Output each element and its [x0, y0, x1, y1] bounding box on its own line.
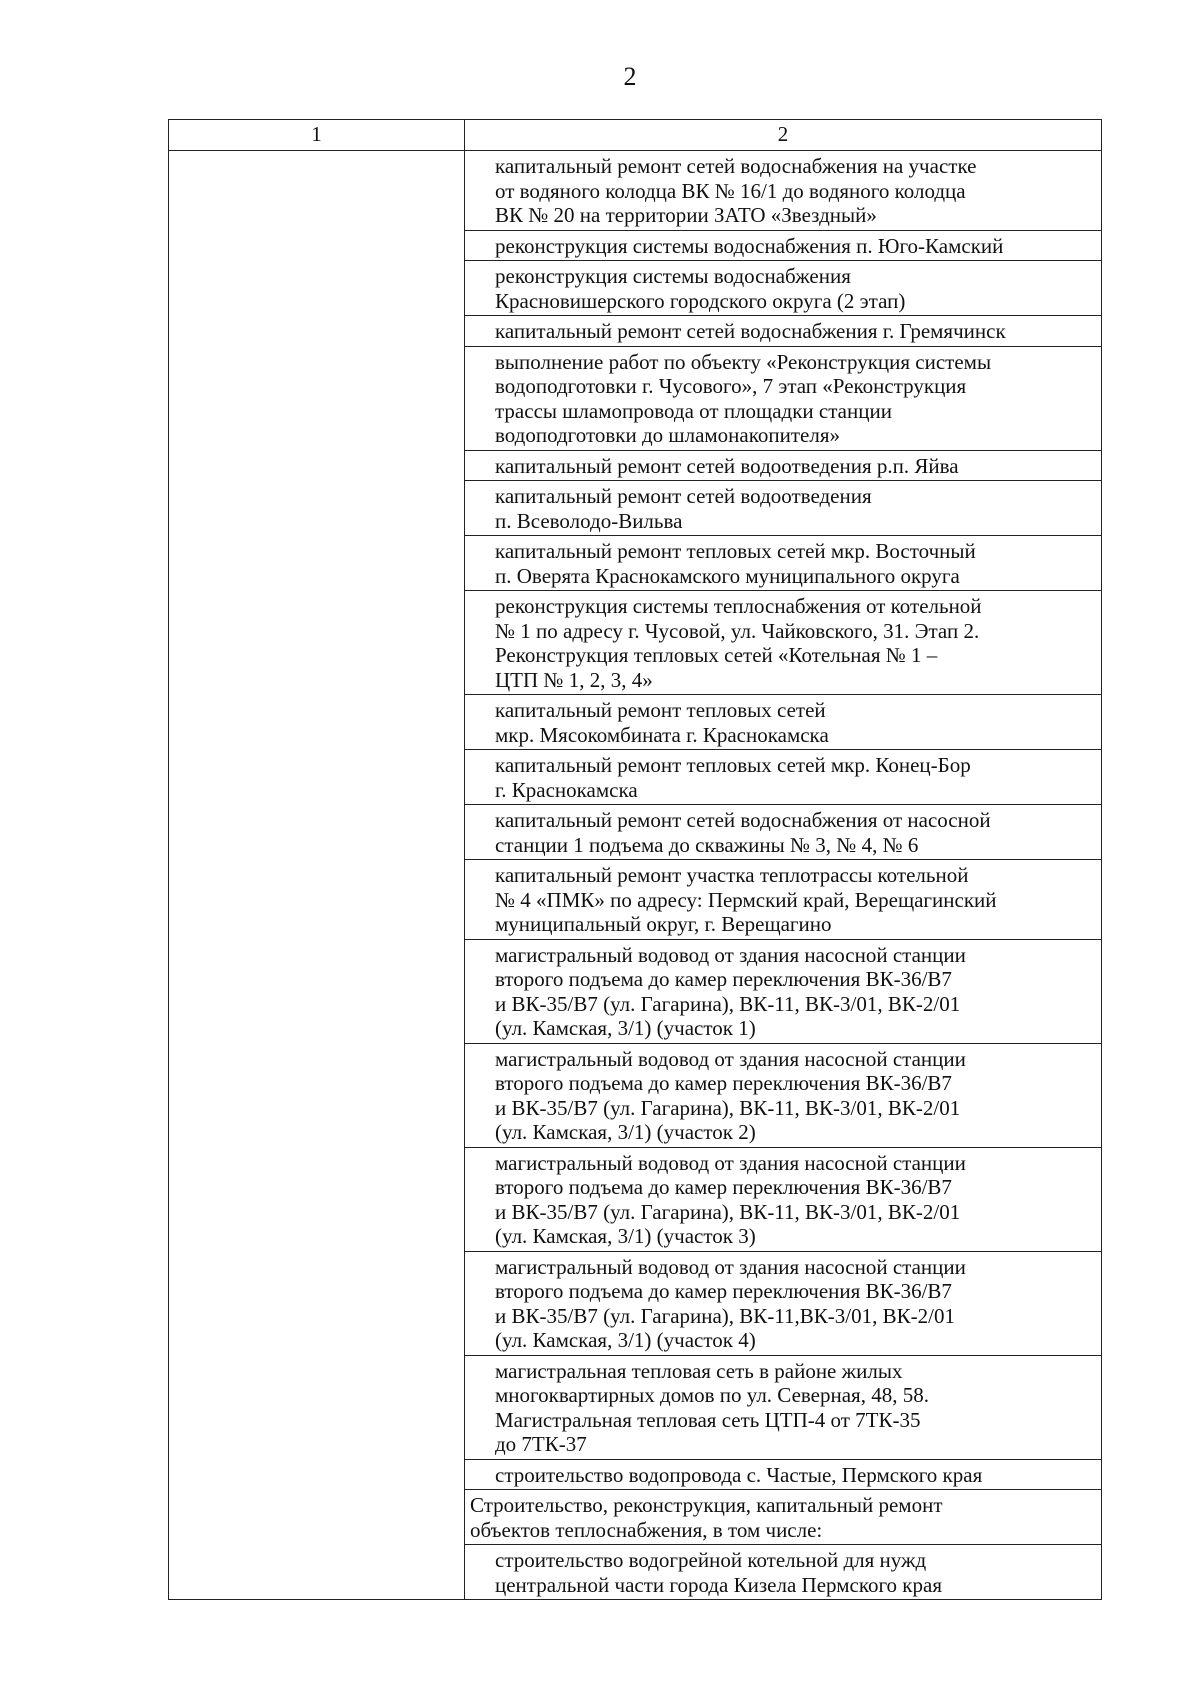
item-cell: магистральный водовод от здания насосной станции второго подъема до камер переключения ВК-36/В7 и ВК-35/В7 (ул. Гагарина), ВК-11, ВК-3/01, ВК-2/01 (ул. Камская, 3/1) (участок 2) [465, 1043, 1102, 1147]
section-heading-cell: Строительство, реконструкция, капитальный ремонт объектов теплоснабжения, в том числе: [465, 1490, 1102, 1545]
column-header-2: 2 [465, 120, 1102, 151]
item-cell: капитальный ремонт сетей водоотведения п. Всеволодо-Вильва [465, 481, 1102, 536]
item-cell: капитальный ремонт сетей водоотведения р.п. Яйва [465, 450, 1102, 481]
item-cell: магистральный водовод от здания насосной станции второго подъема до камер переключения ВК-36/В7 и ВК-35/В7 (ул. Гагарина), ВК-11, ВК-3/01, ВК-2/01 (ул. Камская, 3/1) (участок 1) [465, 939, 1102, 1043]
column-header-1: 1 [169, 120, 465, 151]
item-cell: капитальный ремонт сетей водоснабжения на участке от водяного колодца ВК № 16/1 до водяного колодца ВК № 20 на территории ЗАТО «Звездный» [465, 151, 1102, 231]
column-1-merged-cell [169, 151, 465, 1600]
item-cell: капитальный ремонт сетей водоснабжения от насосной станции 1 подъема до скважины № 3, № 4, № 6 [465, 805, 1102, 860]
table-row [169, 151, 1102, 231]
item-cell: реконструкция системы теплоснабжения от котельной № 1 по адресу г. Чусовой, ул. Чайковского, 31. Этап 2. Реконструкция тепловых сетей «Котельная № 1 – ЦТП № 1, 2, 3, 4» [465, 591, 1102, 695]
item-cell: выполнение работ по объекту «Реконструкция системы водоподготовки г. Чусового», 7 этап «Реконструкция трассы шламопровода от площадки станции водоподготовки до шламонакопителя» [465, 346, 1102, 450]
page-number: 2 [623, 62, 637, 91]
item-cell: капитальный ремонт тепловых сетей мкр. Мясокомбината г. Краснокамска [465, 695, 1102, 750]
item-cell: капитальный ремонт сетей водоснабжения г. Гремячинск [465, 316, 1102, 347]
document-table [168, 119, 1102, 1600]
item-cell: капитальный ремонт тепловых сетей мкр. Восточный п. Оверята Краснокамского муниципального округа [465, 536, 1102, 591]
table-body [169, 120, 1102, 1600]
item-cell: магистральный водовод от здания насосной станции второго подъема до камер переключения ВК-36/В7 и ВК-35/В7 (ул. Гагарина), ВК-11,ВК-3/01, ВК-2/01 (ул. Камская, 3/1) (участок 4) [465, 1251, 1102, 1355]
item-cell: магистральный водовод от здания насосной станции второго подъема до камер переключения ВК-36/В7 и ВК-35/В7 (ул. Гагарина), ВК-11, ВК-3/01, ВК-2/01 (ул. Камская, 3/1) (участок 3) [465, 1147, 1102, 1251]
item-cell: строительство водопровода с. Частые, Пермского края [465, 1459, 1102, 1490]
item-cell: реконструкция системы водоснабжения Красновишерского городского округа (2 этап) [465, 261, 1102, 316]
table-header-row [169, 120, 1102, 151]
item-cell: магистральная тепловая сеть в районе жилых многоквартирных домов по ул. Северная, 48, 58. Магистральная тепловая сеть ЦТП-4 от 7ТК-35 до 7ТК-37 [465, 1355, 1102, 1459]
item-cell: строительство водогрейной котельной для нужд центральной части города Кизела Пермского края [465, 1545, 1102, 1600]
item-cell: капитальный ремонт тепловых сетей мкр. Конец-Бор г. Краснокамска [465, 750, 1102, 805]
item-cell: реконструкция системы водоснабжения п. Юго-Камский [465, 230, 1102, 261]
item-cell: капитальный ремонт участка теплотрассы котельной № 4 «ПМК» по адресу: Пермский край, Верещагинский муниципальный округ, г. Верещагино [465, 860, 1102, 940]
